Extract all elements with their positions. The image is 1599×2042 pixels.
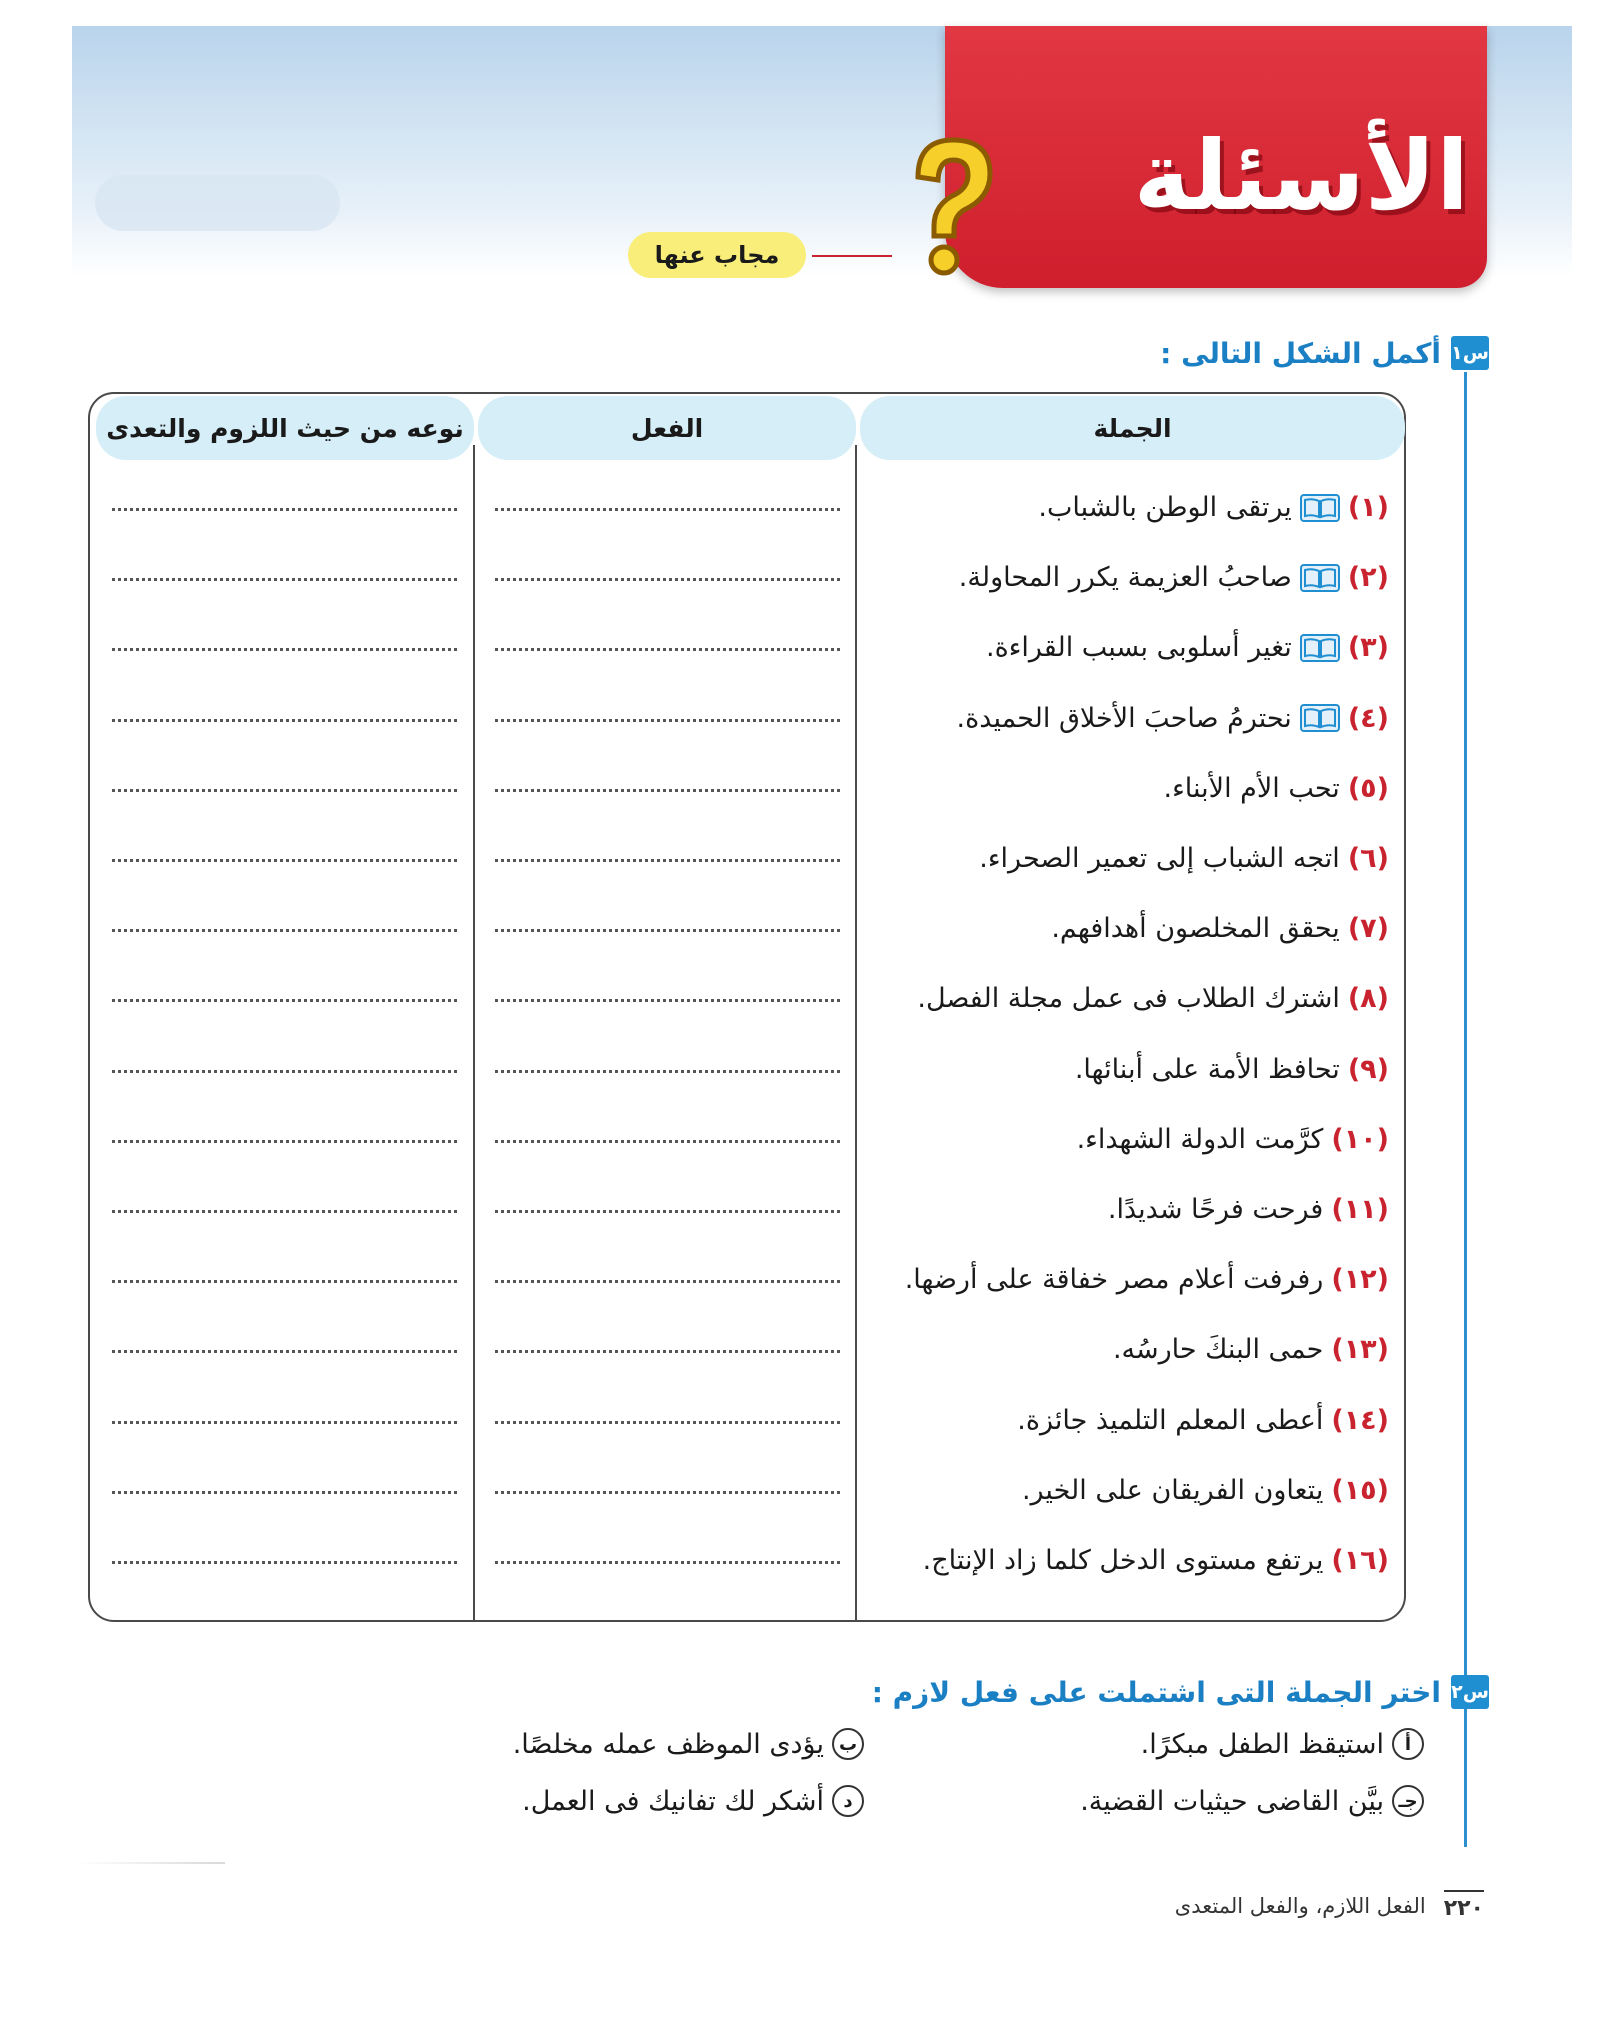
item-number: (٢)	[1347, 562, 1389, 594]
type-answer-blank[interactable]	[112, 1210, 457, 1213]
type-answer-blank[interactable]	[112, 508, 457, 511]
answered-connector	[812, 255, 892, 257]
item-number: (١٢)	[1331, 1264, 1389, 1296]
type-answer-blank[interactable]	[112, 929, 457, 932]
faded-pill-decoration	[95, 175, 340, 231]
item-number: (٦)	[1347, 843, 1389, 874]
question-1-prompt: أكمل الشكل التالى :	[1160, 336, 1441, 370]
type-answer-blank[interactable]	[112, 719, 457, 722]
question-1-badge: س١	[1451, 336, 1489, 370]
sentence-text: تحب الأم الأبناء.	[1163, 772, 1340, 804]
item-number: (٤)	[1347, 702, 1389, 734]
type-answer-blank[interactable]	[112, 578, 457, 581]
sentence-cell	[1113, 1334, 1389, 1365]
sentence-cell	[1108, 1194, 1389, 1225]
page-footer	[1175, 1890, 1484, 1921]
option-text: بيَّن القاضى حيثيات القضية.	[1080, 1785, 1384, 1817]
table-row	[0, 1250, 1599, 1320]
sentence-cell	[1164, 773, 1389, 804]
book-icon	[1300, 564, 1340, 592]
option-text: يؤدى الموظف عمله مخلصًا.	[512, 1728, 824, 1760]
type-answer-blank[interactable]	[112, 1070, 457, 1073]
option-text: أشكر لك تفانيك فى العمل.	[522, 1785, 824, 1817]
question-2-badge: س٢	[1451, 1675, 1489, 1709]
sentence-cell	[1077, 1124, 1389, 1155]
option-a[interactable]	[1141, 1728, 1424, 1760]
column-header-verb: الفعل	[478, 396, 856, 460]
sentence-text: يرتفع مستوى الدخل كلما زاد الإنتاج.	[922, 1545, 1324, 1576]
item-number: (١)	[1347, 492, 1389, 523]
sentence-text: كرَّمت الدولة الشهداء.	[1076, 1123, 1324, 1155]
item-number: (١٤)	[1331, 1404, 1389, 1436]
sentence-text: يرتقى الوطن بالشباب.	[1038, 492, 1292, 523]
table-row	[0, 759, 1599, 829]
type-answer-blank[interactable]	[112, 1140, 457, 1143]
sentence-cell	[923, 1545, 1389, 1576]
column-header-sentence: الجملة	[860, 396, 1405, 460]
sentence-cell	[1022, 1475, 1389, 1506]
option-letter: جـ	[1392, 1785, 1424, 1817]
table-row	[0, 1391, 1599, 1461]
book-icon	[1300, 494, 1340, 522]
item-number: (١٠)	[1331, 1123, 1389, 1155]
table-row	[0, 969, 1599, 1039]
verb-answer-blank[interactable]	[495, 1350, 840, 1353]
verb-answer-blank[interactable]	[495, 719, 840, 722]
item-number: (١١)	[1331, 1194, 1389, 1225]
item-number: (٨)	[1347, 983, 1389, 1015]
item-number: (٣)	[1347, 632, 1389, 664]
verb-answer-blank[interactable]	[495, 1140, 840, 1143]
item-number: (٥)	[1347, 772, 1389, 804]
type-answer-blank[interactable]	[112, 1421, 457, 1424]
verb-answer-blank[interactable]	[495, 1210, 840, 1213]
option-letter: د	[832, 1785, 864, 1817]
sentence-text: رفرفت أعلام مصر خفاقة على أرضها.	[904, 1264, 1324, 1296]
type-answer-blank[interactable]	[112, 999, 457, 1002]
table-row	[0, 829, 1599, 899]
question-1-heading	[1160, 336, 1489, 370]
verb-answer-blank[interactable]	[495, 1070, 840, 1073]
option-letter: أ	[1392, 1728, 1424, 1760]
table-row	[0, 689, 1599, 759]
type-answer-blank[interactable]	[112, 789, 457, 792]
sentence-cell	[979, 843, 1389, 874]
sentence-text: يحقق المخلصون أهدافهم.	[1051, 913, 1340, 945]
book-icon	[1300, 634, 1340, 662]
verb-answer-blank[interactable]	[495, 1561, 840, 1564]
type-answer-blank[interactable]	[112, 1491, 457, 1494]
column-header-type: نوعه من حيث اللزوم والتعدى	[96, 396, 474, 460]
item-number: (٩)	[1347, 1053, 1389, 1085]
verb-answer-blank[interactable]	[495, 648, 840, 651]
option-d[interactable]	[522, 1785, 864, 1817]
table-row	[0, 478, 1599, 548]
page-number: ٢٢٠	[1444, 1890, 1484, 1921]
type-answer-blank[interactable]	[112, 859, 457, 862]
option-letter: ب	[832, 1728, 864, 1760]
table-row	[0, 1531, 1599, 1601]
table-row	[0, 1110, 1599, 1180]
table-row	[0, 899, 1599, 969]
sentence-text: تغير أسلوبى بسبب القراءة.	[985, 632, 1292, 664]
item-number: (١٣)	[1331, 1334, 1389, 1366]
sentence-cell	[986, 632, 1389, 663]
sentence-text: نحترمُ صاحبَ الأخلاق الحميدة.	[956, 702, 1292, 734]
verb-answer-blank[interactable]	[495, 1280, 840, 1283]
verb-answer-blank[interactable]	[495, 1491, 840, 1494]
item-number: (١٦)	[1331, 1545, 1389, 1576]
type-answer-blank[interactable]	[112, 648, 457, 651]
sentence-text: أعطى المعلم التلميذ جائزة.	[1017, 1404, 1324, 1436]
verb-answer-blank[interactable]	[495, 508, 840, 511]
verb-answer-blank[interactable]	[495, 578, 840, 581]
sentence-text: اتجه الشباب إلى تعمير الصحراء.	[979, 843, 1340, 874]
item-number: (١٥)	[1331, 1474, 1389, 1506]
question-2-prompt: اختر الجملة التى اشتملت على فعل لازم :	[871, 1675, 1441, 1709]
verb-answer-blank[interactable]	[495, 1421, 840, 1424]
item-number: (٧)	[1347, 913, 1389, 945]
option-b[interactable]	[513, 1728, 864, 1760]
sentence-text: صاحبُ العزيمة يكرر المحاولة.	[958, 562, 1292, 594]
sentence-text: يتعاون الفريقان على الخير.	[1021, 1474, 1324, 1506]
table-row	[0, 1320, 1599, 1390]
sentence-text: حمى البنكَ حارسُه.	[1112, 1334, 1324, 1366]
table-row	[0, 1040, 1599, 1110]
sentence-cell	[905, 1264, 1389, 1295]
footer-fade-rule	[75, 1862, 225, 1864]
sentence-cell	[1017, 1405, 1389, 1436]
sentence-cell	[1075, 1054, 1389, 1085]
table-row	[0, 618, 1599, 688]
verb-answer-blank[interactable]	[495, 929, 840, 932]
table-row	[0, 548, 1599, 618]
option-text: استيقظ الطفل مبكرًا.	[1140, 1728, 1384, 1760]
sentence-cell	[1038, 492, 1389, 523]
sentence-cell	[917, 983, 1389, 1014]
question-mark-icon	[898, 132, 1003, 282]
type-answer-blank[interactable]	[112, 1280, 457, 1283]
type-answer-blank[interactable]	[112, 1350, 457, 1353]
answered-badge: مجاب عنها	[628, 232, 806, 278]
sentence-cell	[957, 703, 1389, 734]
sentence-cell	[959, 562, 1389, 593]
verb-answer-blank[interactable]	[495, 999, 840, 1002]
sentence-text: فرحت فرحًا شديدًا.	[1107, 1194, 1324, 1225]
sentence-text: اشترك الطلاب فى عمل مجلة الفصل.	[917, 983, 1340, 1015]
chapter-title: الفعل اللازم، والفعل المتعدى	[1174, 1893, 1426, 1918]
book-icon	[1300, 704, 1340, 732]
sentence-text: تحافظ الأمة على أبنائها.	[1074, 1053, 1340, 1085]
page-title: الأسئلة	[1133, 120, 1469, 232]
sentence-cell	[1051, 913, 1389, 944]
table-row	[0, 1180, 1599, 1250]
type-answer-blank[interactable]	[112, 1561, 457, 1564]
table-row	[0, 1461, 1599, 1531]
option-c[interactable]	[1080, 1785, 1424, 1817]
question-2-heading	[872, 1675, 1489, 1709]
verb-answer-blank[interactable]	[495, 859, 840, 862]
verb-answer-blank[interactable]	[495, 789, 840, 792]
